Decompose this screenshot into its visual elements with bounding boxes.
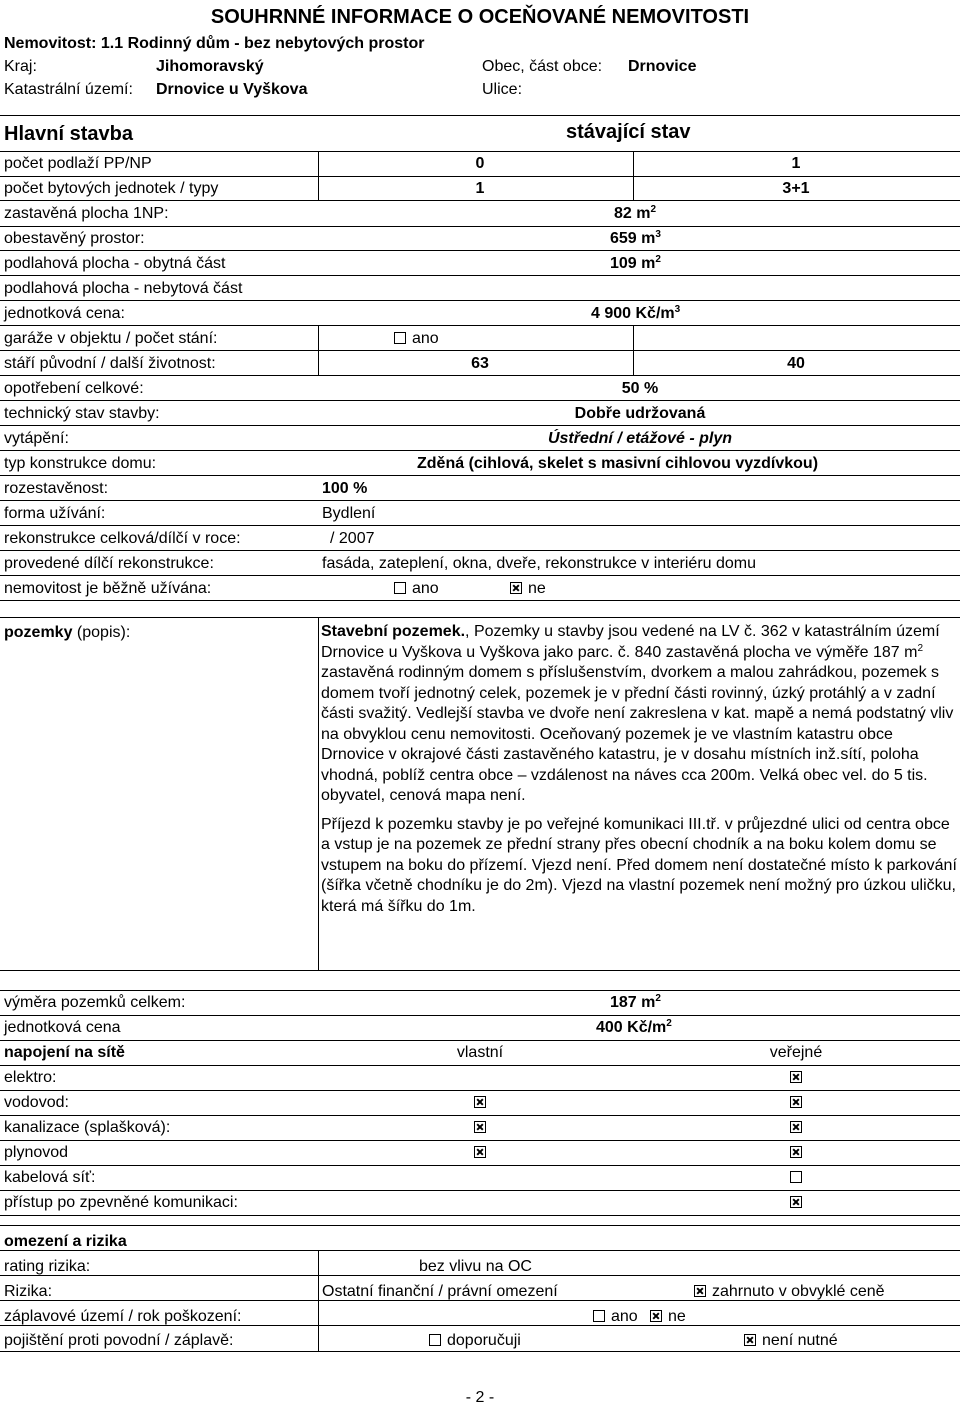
reconstruction-value: / 2007	[330, 530, 375, 547]
partial-reconstruction-label: provedené dílčí rekonstrukce:	[4, 555, 214, 572]
tech-state-value: Dobře udržovaná	[574, 405, 706, 422]
utility-label: plynovod	[4, 1144, 69, 1161]
cadastral-area-value: Drnovice u Vyškova	[156, 81, 308, 98]
utility-label: kabelová síť:	[4, 1169, 96, 1186]
utility-public-checkbox-icon[interactable]	[790, 1196, 802, 1208]
cadastral-area-label: Katastrální území:	[4, 81, 133, 98]
risks-value: Ostatní finanční / právní omezení	[322, 1283, 558, 1300]
utility-public-checkbox-icon[interactable]	[790, 1171, 802, 1183]
utility-public-checkbox-icon[interactable]	[790, 1096, 802, 1108]
table-grid-line	[0, 1215, 960, 1216]
utility-label: vodovod:	[4, 1094, 69, 1111]
floors-label: počet podlaží PP/NP	[4, 155, 152, 172]
rating-value: bez vlivu na OC	[419, 1258, 532, 1275]
document-title: SOUHRNNÉ INFORMACE O OCEŇOVANÉ NEMOVITOSTI	[210, 6, 750, 28]
in-use-label: nemovitost je běžně užívána:	[4, 580, 212, 597]
table-grid-line	[0, 176, 960, 177]
flood-no-checkbox[interactable]: ne	[650, 1307, 686, 1326]
age-value: 63	[471, 355, 489, 372]
checked-checkbox-icon	[744, 1334, 756, 1346]
completion-label: rozestavěnost:	[4, 480, 109, 497]
volume-label: obestavěný prostor:	[4, 230, 145, 247]
table-grid-line	[0, 1250, 960, 1251]
table-grid-line	[0, 1015, 960, 1016]
land-unit-price-label: jednotková cena	[4, 1019, 121, 1036]
land-paragraph-2: Příjezd k pozemku stavby je po veřejné komunikaci III.tř. v průjezdné ulici od centra obce a vstup je na pozemek ze přední strany přes obecní chodník a na boku kolem domu se vstupem na boku do přízemí. Vjezd není. Před domem není dostatečné místo k parkování (šířka včetně chodníku je do 2m). Vjezd na vlastní pozemek není možný pro úzkou uličku, která má šířku do 1m.	[321, 815, 957, 915]
table-grid-line	[0, 350, 960, 351]
in-use-yes-checkbox[interactable]: ano	[394, 579, 439, 598]
tech-state-label: technický stav stavby:	[4, 405, 160, 422]
empty-checkbox-icon	[593, 1310, 605, 1322]
utility-label: kanalizace (splašková):	[4, 1119, 171, 1136]
land-unit-price-value: 400 $Kč/m^2$	[596, 1018, 672, 1036]
floors-np-value: 1	[791, 155, 801, 172]
units-label: počet bytových jednotek / typy	[4, 180, 219, 197]
table-grid-line	[0, 575, 960, 576]
utilities-heading: napojení na sítě	[4, 1044, 125, 1061]
region-label: Kraj:	[4, 58, 37, 75]
table-grid-line	[0, 325, 960, 326]
wear-label: opotřebení celkové:	[4, 380, 144, 397]
table-grid-line	[0, 400, 960, 401]
in-use-no-checkbox[interactable]: ne	[510, 579, 546, 598]
property-name: Nemovitost: 1.1 Rodinný dům - bez nebytových prostor	[4, 35, 425, 52]
lifetime-value: 40	[787, 355, 805, 372]
units-type-value: 3+1	[782, 180, 810, 197]
table-grid-line	[0, 275, 960, 276]
main-building-heading: Hlavní stavba	[4, 123, 133, 145]
built-area-value: 82 $m^2$	[614, 204, 657, 222]
table-grid-line	[633, 325, 634, 375]
section-divider	[0, 1225, 960, 1226]
utility-public-checkbox-icon[interactable]	[790, 1121, 802, 1133]
utility-own-checkbox-icon[interactable]	[474, 1096, 486, 1108]
table-grid-line	[0, 375, 960, 376]
flood-yes-checkbox[interactable]: ano	[593, 1307, 638, 1326]
table-grid-line	[0, 1065, 960, 1066]
unit-price-value: 4 900 $Kč/m^3$	[591, 304, 681, 322]
land-paragraph-1: Stavební pozemek., Pozemky u stavby jsou vedené na LV č. 362 v katastrálním území Drnovice u Vyškova u Vyškova jako parc. č. 840 zastavěná plocha ve výměře 187 $m^2$ zastavěná rodinným domem s příslušenstvím, dvorkem a malou zahrádkou, pozemek s domem tvoří jednotný celek, pozemek je v přední části rovinný, úzký protáhlý a v zadní části svažitý. Vedlejší stavba ve dvoře není zakreslena v kat. mapě a nemá podstatný vliv na obvyklou cenu nemovitosti. Oceňovaný pozemek je ve vlastním katastru obce Drnovice v okrajové části zastavěného katastru, je v dosahu místních inž.sítí, poloha vhodná, poblíž centra obce – vzdálenost na náves cca 200m. Velká obec vel. do 5 tis. obyvatel, cenová mapa není.	[321, 623, 954, 804]
utility-public-checkbox-icon[interactable]	[790, 1146, 802, 1158]
garage-checkbox[interactable]: ano	[394, 329, 439, 348]
checked-checkbox-icon	[650, 1310, 662, 1322]
table-grid-line	[0, 450, 960, 451]
insurance-not-needed-checkbox[interactable]: není nutné	[744, 1331, 838, 1350]
empty-checkbox-icon	[394, 582, 406, 594]
empty-checkbox-icon	[394, 332, 406, 344]
table-grid-line	[0, 600, 960, 601]
section-divider	[0, 617, 960, 618]
section-divider	[0, 115, 960, 116]
table-grid-line	[0, 500, 960, 501]
municipality-value: Drnovice	[628, 58, 697, 75]
utility-own-checkbox-icon[interactable]	[474, 1121, 486, 1133]
flood-label: záplavové území / rok poškození:	[4, 1308, 242, 1325]
units-count-value: 1	[475, 180, 485, 197]
usage-value: Bydlení	[322, 505, 376, 522]
risks-included-checkbox[interactable]: zahrnuto v obvyklé ceně	[694, 1282, 885, 1301]
table-grid-line	[0, 1190, 960, 1191]
built-area-label: zastavěná plocha 1NP:	[4, 205, 169, 222]
table-grid-line	[318, 325, 319, 375]
table-grid-line	[0, 1115, 960, 1116]
table-grid-line	[0, 1040, 960, 1041]
table-grid-line	[0, 550, 960, 551]
page-number: - 2 -	[465, 1389, 495, 1406]
rating-label: rating rizika:	[4, 1258, 91, 1275]
insurance-recommend-checkbox[interactable]: doporučuji	[429, 1331, 521, 1350]
garage-label: garáže v objektu / počet stání:	[4, 330, 218, 347]
table-grid-line	[0, 250, 960, 251]
usage-label: forma užívání:	[4, 505, 106, 522]
land-heading: pozemky (popis):	[4, 624, 131, 641]
table-grid-line	[0, 525, 960, 526]
table-grid-line	[0, 1165, 960, 1166]
utility-public-checkbox-icon[interactable]	[790, 1071, 802, 1083]
section-divider	[0, 970, 960, 971]
street-label: Ulice:	[482, 81, 523, 98]
section-divider	[318, 617, 319, 970]
current-state-heading: stávající stav	[566, 121, 691, 143]
table-grid-line	[0, 300, 960, 301]
age-label: stáří původní / další životnost:	[4, 355, 216, 372]
floor-area-residential-value: 109 $m^2$	[610, 254, 661, 272]
section-divider	[0, 151, 960, 152]
table-grid-line	[318, 1250, 319, 1351]
table-grid-line	[0, 475, 960, 476]
checked-checkbox-icon	[694, 1285, 706, 1297]
volume-value: 659 $m^3$	[610, 229, 661, 247]
utility-own-checkbox-icon[interactable]	[474, 1146, 486, 1158]
table-grid-line	[0, 1140, 960, 1141]
municipality-label: Obec, část obce:	[482, 58, 603, 75]
checked-checkbox-icon	[510, 582, 522, 594]
partial-reconstruction-value: fasáda, zateplení, okna, dveře, rekonstrukce v interiéru domu	[322, 555, 757, 572]
utility-label: přístup po zpevněné komunikaci:	[4, 1194, 238, 1211]
table-grid-line	[0, 1351, 960, 1352]
table-grid-line	[0, 1090, 960, 1091]
table-grid-line	[0, 425, 960, 426]
utilities-public-column: veřejné	[769, 1044, 823, 1061]
region-value: Jihomoravský	[156, 58, 264, 75]
floors-pp-value: 0	[475, 155, 485, 172]
floor-area-nonresidential-label: podlahová plocha - nebytová část	[4, 280, 243, 297]
risks-heading: omezení a rizika	[4, 1233, 127, 1250]
construction-value: Zděná (cihlová, skelet s masivní cihlovou vyzdívkou)	[417, 455, 819, 472]
floor-area-residential-label: podlahová plocha - obytná část	[4, 255, 226, 272]
construction-label: typ konstrukce domu:	[4, 455, 157, 472]
utilities-own-column: vlastní	[456, 1044, 504, 1061]
land-area-value: 187 $m^2$	[610, 993, 661, 1011]
completion-value: 100 %	[322, 480, 368, 497]
utility-label: elektro:	[4, 1069, 57, 1086]
table-grid-line	[0, 226, 960, 227]
unit-price-label: jednotková cena:	[4, 305, 125, 322]
empty-checkbox-icon	[429, 1334, 441, 1346]
risks-label: Rizika:	[4, 1283, 53, 1300]
land-area-label: výměra pozemků celkem:	[4, 994, 186, 1011]
heating-value: Ústřední / etážové - plyn	[547, 430, 733, 447]
wear-value: 50 %	[621, 380, 659, 397]
table-grid-line	[0, 200, 960, 201]
insurance-label: pojištění proti povodní / záplavě:	[4, 1332, 234, 1349]
table-grid-line	[0, 990, 960, 991]
land-description	[321, 622, 957, 917]
heating-label: vytápění:	[4, 430, 69, 447]
reconstruction-label: rekonstrukce celková/dílčí v roce:	[4, 530, 241, 547]
